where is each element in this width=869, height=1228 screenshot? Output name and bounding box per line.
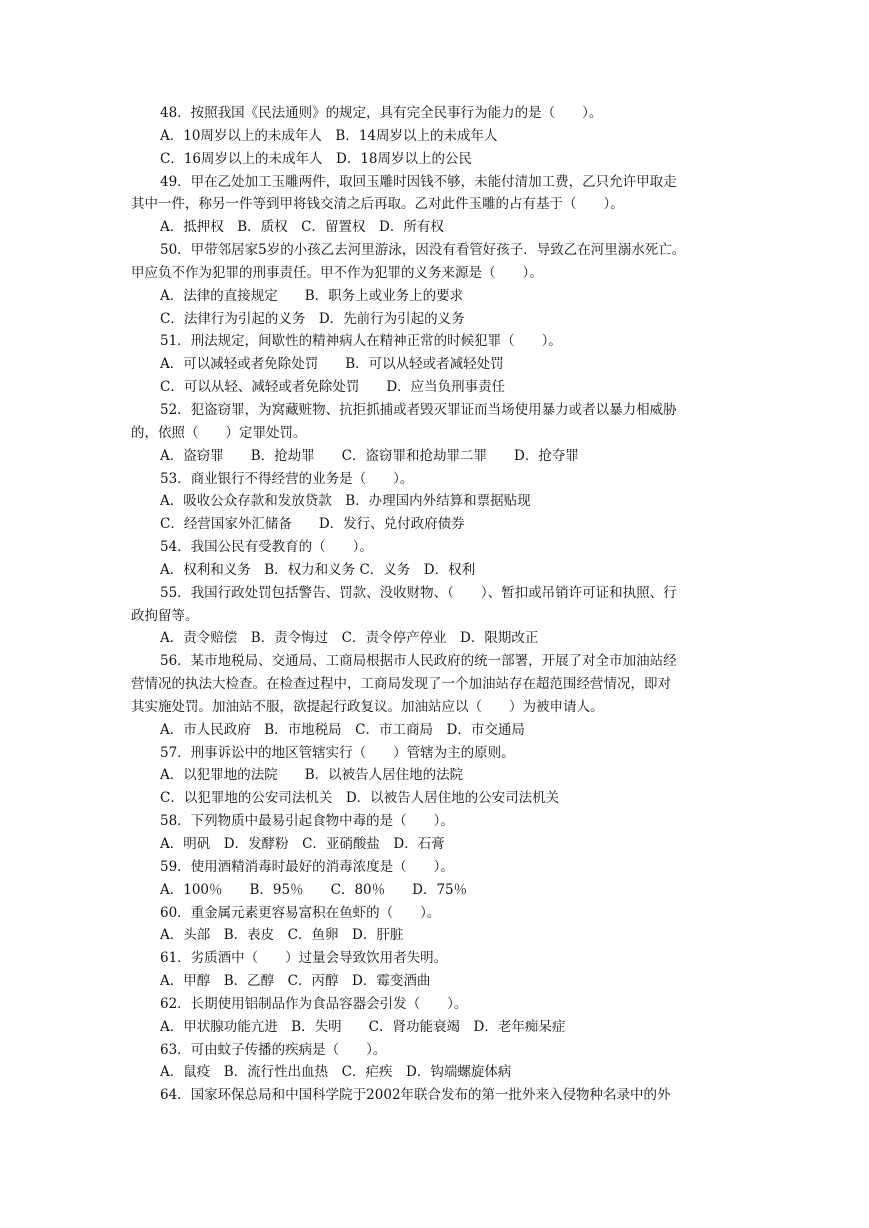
question-line: 58．下列物质中最易引起食物中毒的是（ ）。 xyxy=(160,813,454,830)
answer-options-line: A．明矾 D．发酵粉 C．亚硝酸盐 D．石膏 xyxy=(160,836,445,852)
answer-options-line: A．盗窃罪 B．抢劫罪 C．盗窃罪和抢劫罪二罪 D．抢夺罪 xyxy=(160,447,579,464)
answer-options-line: A．抵押权 B．质权 C．留置权 D．所有权 xyxy=(160,219,444,236)
answer-options-line: A．权利和义务 B．权力和义务 C．义务 D．权利 xyxy=(160,561,476,578)
question-line: 49．甲在乙处加工玉雕两件，取回玉雕时因钱不够，未能付清加工费，乙只允许甲取走 xyxy=(160,173,677,190)
answer-options-line: A．100％ B．95％ C．80％ D．75％ xyxy=(160,881,468,898)
question-line: 53．商业银行不得经营的业务是（ ）。 xyxy=(160,470,414,487)
question-line: 54．我国公民有受教育的（ ）。 xyxy=(160,539,373,556)
answer-options-line: C．以犯罪地的公安司法机关 D．以被告人居住地的公安司法机关 xyxy=(160,790,560,807)
question-continuation-line: 甲应负不作为犯罪的刑事责任。甲不作为犯罪的义务来源是（ ）。 xyxy=(131,264,543,281)
question-line: 63．可由蚊子传播的疾病是（ ）。 xyxy=(160,1041,387,1058)
answer-options-line: C．经营国家外汇储备 D．发行、兑付政府债券 xyxy=(160,516,465,533)
question-line: 57．刑事诉讼中的地区管辖实行（ ）管辖为主的原则。 xyxy=(160,744,515,761)
answer-options-line: A．市人民政府 B．市地税局 C．市工商局 D．市交通局 xyxy=(160,721,525,738)
answer-options-line: A．头部 B．表皮 C．鱼卵 D．肝脏 xyxy=(160,927,404,944)
answer-options-line: C．可以从轻、减轻或者免除处罚 D．应当负刑事责任 xyxy=(160,379,506,396)
answer-options-line: A．甲醇 B．乙醇 C．丙醇 D．霉变酒曲 xyxy=(160,973,431,990)
question-line: 60．重金属元素更容易富积在鱼虾的（ ）。 xyxy=(160,904,441,921)
question-line: 50．甲带邻居家5岁的小孩乙去河里游泳，因没有看管好孩子．导致乙在河里溺水死亡。 xyxy=(160,242,686,259)
question-continuation-line: 营情况的执法大检查。在检查过程中，工商局发现了一个加油站存在超范围经营情况，即对 xyxy=(131,676,671,693)
answer-options-line: A．10周岁以上的未成年人 B．14周岁以上的未成年人 xyxy=(160,127,498,144)
answer-options-line: C．法律行为引起的义务 D．先前行为引起的义务 xyxy=(160,310,465,327)
question-line: 59．使用酒精消毒时最好的消毒浓度是（ ）。 xyxy=(160,858,454,875)
question-line: 56．某市地税局、交通局、工商局根据市人民政府的统一部署，开展了对全市加油站经 xyxy=(160,653,677,670)
question-continuation-line: 其实施处罚。加油站不服，欲提起行政复议。加油站应以（ ）为被申请人。 xyxy=(131,698,604,715)
question-line: 52．犯盗窃罪，为窝藏赃物、抗拒抓捕或者毁灭罪证而当场使用暴力或者以暴力相威胁 xyxy=(160,401,677,418)
question-continuation-line: 的，依照（ ）定罪处罚。 xyxy=(131,424,307,441)
question-line: 51．刑法规定，间歇性的精神病人在精神正常的时候犯罪（ ）。 xyxy=(160,333,562,350)
answer-options-line: A．法律的直接规定 B．职务上或业务上的要求 xyxy=(160,287,464,304)
question-line: 55．我国行政处罚包括警告、罚款、没收财物、（ ）、暂扣或吊销许可证和执照、行 xyxy=(160,584,677,601)
question-line: 48．按照我国《民法通则》的规定，具有完全民事行为能力的是（ ）。 xyxy=(160,105,603,121)
answer-options-line: C．16周岁以上的未成年人 D．18周岁以上的公民 xyxy=(160,150,473,167)
answer-options-line: A．甲状腺功能亢进 B．失明 C．肾功能衰竭 D．老年痴呆症 xyxy=(160,1018,566,1035)
question-line: 61．劣质酒中（ ）过量会导致饮用者失明。 xyxy=(160,950,448,967)
answer-options-line: A．责令赔偿 B．责令悔过 C．责令停产停业 D．限期改正 xyxy=(160,630,539,647)
question-continuation-line: 政拘留等。 xyxy=(131,607,199,624)
answer-options-line: A．鼠疫 B．流行性出血热 C．疟疾 D．钩端螺旋体病 xyxy=(160,1064,512,1081)
answer-options-line: A．可以减轻或者免除处罚 B．可以从轻或者减轻处罚 xyxy=(160,356,504,373)
question-line: 64．国家环保总局和中国科学院于2002年联合发布的第一批外来入侵物种名录中的外 xyxy=(160,1087,671,1104)
answer-options-line: A．吸收公众存款和发放贷款 B．办理国内外结算和票据贴现 xyxy=(160,493,531,510)
question-continuation-line: 其中一件，称另一件等到甲将钱交清之后再取。乙对此件玉雕的占有基于（ ）。 xyxy=(131,196,624,213)
question-line: 62．长期使用铝制品作为食品容器会引发（ ）。 xyxy=(160,995,468,1012)
answer-options-line: A．以犯罪地的法院 B．以被告人居住地的法院 xyxy=(160,767,464,784)
document-body xyxy=(131,102,741,1107)
